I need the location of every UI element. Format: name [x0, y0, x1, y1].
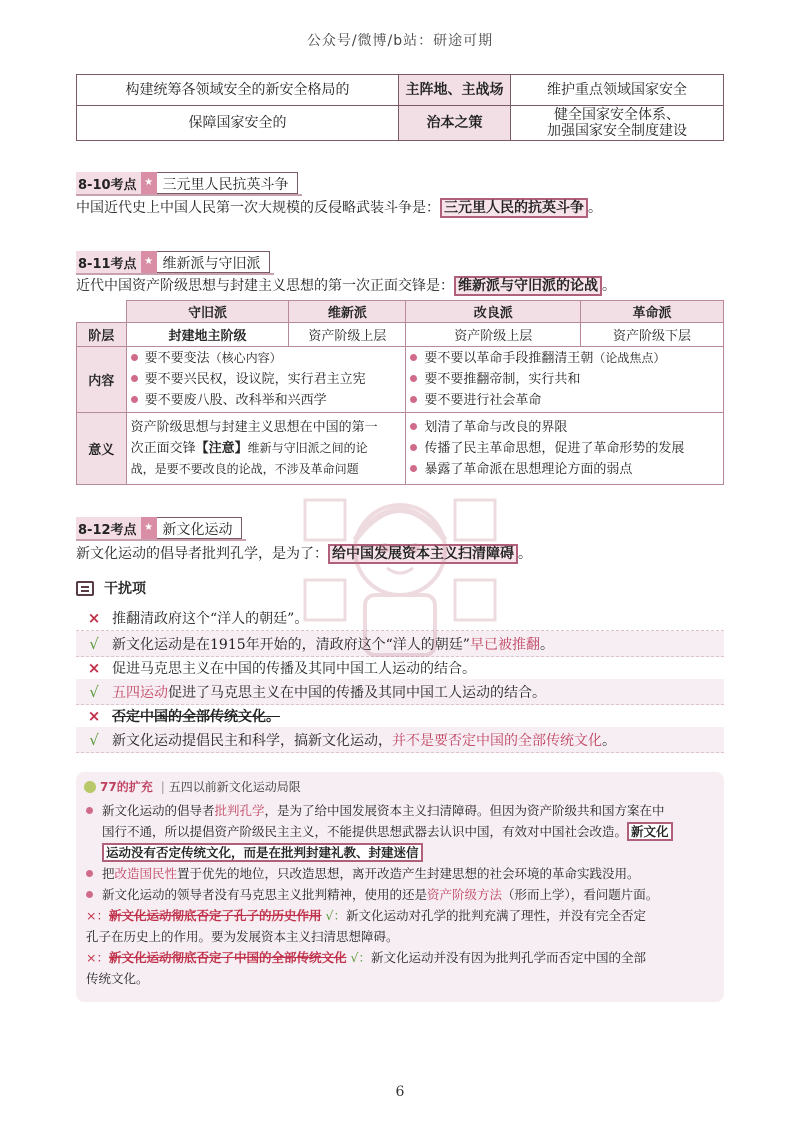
top-table [76, 74, 724, 141]
bullet-icon [410, 396, 417, 403]
wrong-mark-icon: ×： [86, 950, 109, 965]
row-text: 否定中国的全部传统文化。 [112, 708, 280, 725]
row-text: 推翻清政府这个“洋人的朝廷”。 [112, 610, 309, 627]
bullet-icon [86, 891, 93, 898]
wrong-mark-icon: × [87, 706, 101, 725]
column-header: 改良派 [406, 301, 581, 323]
list-item [131, 348, 402, 369]
table-cell: 主阵地、主战场 [399, 75, 511, 106]
table-cell [406, 347, 724, 413]
expansion-box [76, 772, 724, 1002]
list-item [410, 348, 719, 369]
table-cell [511, 106, 724, 141]
section-name: 维新派与守旧派 [157, 251, 270, 273]
list-item [410, 390, 719, 411]
row-text: 新文化运动提倡民主和科学，搞新文化运动， [112, 732, 392, 749]
table-cell: 资产阶级下层 [581, 323, 724, 347]
table-cell: 维护重点领域国家安全 [511, 75, 724, 106]
item-text: 要不要进行社会革命 [424, 393, 542, 408]
table-row [77, 413, 724, 485]
row-label: 内容 [77, 347, 127, 413]
cell-line: 资产阶级思想与封建主义思想在中国的第一 [130, 420, 378, 435]
item-note: （核心内容） [209, 351, 282, 365]
list-item [410, 438, 719, 459]
section-title-8-11 [76, 251, 270, 273]
row-text: 促进了马克思主义在中国的传播及其同中国工人运动的结合。 [168, 684, 546, 701]
row-text: 。 [539, 636, 554, 653]
cell-line: 加强国家安全制度建设 [547, 123, 687, 139]
para-text: 新文化运动的倡导者 [102, 803, 215, 818]
table-cell: 封建地主阶级 [126, 323, 289, 347]
fact-text: 。 [602, 278, 616, 294]
item-text: 要不要推翻帝制，实行共和 [424, 372, 581, 387]
column-header: 维新派 [289, 301, 406, 323]
expansion-paragraph [86, 905, 716, 947]
item-text: 暴露了革命派在思想理论方面的弱点 [424, 462, 633, 477]
comparison-table [76, 300, 724, 485]
list-item [410, 369, 719, 390]
wrong-mark-icon: × [87, 608, 101, 627]
table-row [77, 323, 724, 347]
list-item [410, 459, 719, 480]
para-text: 孔子在历史上的作用。要为发展资本主义扫清思想障碍。 [86, 929, 399, 944]
list-item [410, 417, 719, 438]
bullet-icon [410, 423, 417, 430]
row-text: 。 [602, 732, 616, 749]
fact-text: 近代中国资产阶级思想与封建主义思想的第一次正面交锋是： [76, 278, 454, 294]
bullet-icon [410, 375, 417, 382]
row-text: 新文化运动是在1915年开始的，清政府这个“洋人的朝廷” [112, 636, 470, 653]
table-header-row [77, 301, 724, 323]
expansion-paragraph [86, 884, 716, 905]
item-text: 要不要变法 [144, 351, 210, 366]
table-cell [126, 347, 406, 413]
bullet-icon [86, 870, 93, 877]
para-text: 传统文化。 [86, 971, 149, 986]
fact-line-8-12 [76, 544, 532, 564]
distractor-row [76, 655, 724, 681]
para-text: 新文化运动并没有因为批判孔学而否定中国的全部 [370, 950, 646, 965]
para-text: ，是为了给中国发展资本主义扫清障碍。但因为资产阶级共和国方案在中 [264, 803, 665, 818]
check-mark-icon: √ [89, 682, 99, 701]
para-emphasis: 批判孔学 [214, 803, 265, 818]
section-title-8-12 [76, 517, 242, 539]
section-number: 8-10考点 [76, 172, 141, 194]
separator: | [160, 779, 165, 794]
notebook-icon [76, 581, 94, 596]
section-name: 三元里人民抗英斗争 [157, 172, 298, 194]
wrong-statement: 新文化运动彻底否定了孔子的历史作用 [108, 908, 322, 923]
para-text: 置于优先的地位，只改造思想，离开改造产生封建思想的社会环境的革命实践没用。 [177, 866, 640, 881]
check-mark-icon: √： [350, 950, 371, 965]
para-text: 新文化运动对孔学的批判充满了理性，并没有完全否定 [345, 908, 646, 923]
answer-highlight: 维新派与守旧派的论战 [454, 276, 602, 296]
bullet-icon [410, 354, 417, 361]
expansion-paragraph [86, 947, 716, 989]
table-cell: 治本之策 [399, 106, 511, 141]
check-mark-icon: √ [89, 730, 99, 749]
table-cell: 资产阶级上层 [406, 323, 581, 347]
check-mark-icon: √： [325, 908, 346, 923]
fact-text: 中国近代史上中国人民第一次大规模的反侵略武装斗争是： [76, 200, 440, 216]
fact-text: 新文化运动的倡导者批判孔学，是为了： [76, 546, 328, 562]
cell-text: 次正面交锋 [130, 441, 196, 456]
item-text: 传播了民主革命思想，促进了革命形势的发展 [424, 441, 685, 456]
item-text: 划清了革命与改良的界限 [424, 420, 568, 435]
row-emphasis: 早已被推翻 [469, 636, 540, 653]
wrong-mark-icon: ×： [86, 908, 109, 923]
section-number: 8-11考点 [76, 251, 141, 273]
expansion-title: 五四以前新文化运动局限 [168, 780, 301, 794]
star-icon: ★ [141, 517, 157, 539]
distractor-row [76, 631, 724, 657]
row-label: 意义 [77, 413, 127, 485]
wrong-statement: 新文化运动彻底否定了中国的全部传统文化 [108, 950, 347, 965]
para-text: 把 [102, 866, 115, 881]
table-row [77, 106, 724, 141]
column-header: 守旧派 [126, 301, 289, 323]
distractor-title [76, 578, 146, 598]
cell-line [131, 438, 402, 459]
bullet-icon [131, 375, 138, 382]
star-icon: ★ [141, 172, 157, 194]
answer-highlight: 给中国发展资本主义扫清障碍 [328, 544, 518, 564]
section-title-8-10 [76, 172, 298, 194]
distractor-row [76, 727, 724, 753]
para-text: 国行不通，所以提倡资产阶级民主主义，不能提供思想武器去认识中国，有效对中国社会改造。 [102, 824, 628, 839]
table-row [77, 75, 724, 106]
page-header: 公众号/微博/b站：研途可期 [306, 33, 494, 49]
wrong-mark-icon: × [87, 658, 101, 677]
expansion-paragraph [86, 800, 716, 863]
cell-line: 健全国家安全体系、 [554, 107, 680, 123]
bullet-icon [131, 354, 138, 361]
star-icon: ★ [141, 251, 157, 273]
table-cell: 资产阶级上层 [289, 323, 406, 347]
note-tag: 【注意】 [195, 441, 248, 456]
para-text: 新文化运动的领导者没有马克思主义批判精神，使用的还是 [102, 887, 428, 902]
check-mark-icon: √ [89, 634, 99, 653]
bullet-icon [410, 444, 417, 451]
section-underline [76, 194, 302, 196]
bullet-icon [131, 396, 138, 403]
expansion-paragraph [86, 863, 716, 884]
list-item [131, 369, 402, 390]
corner-cell [77, 301, 127, 323]
fact-text: 。 [518, 546, 532, 562]
table-cell [126, 413, 406, 485]
note-text: 维新与守旧派之间的论 [247, 441, 368, 455]
fact-text: 。 [588, 200, 602, 216]
cell-line: 战，是要不要改良的论战，不涉及革命问题 [130, 462, 359, 476]
distractor-row [76, 703, 724, 729]
bullet-icon [410, 465, 417, 472]
item-text: 要不要兴民权，设议院，实行君主立宪 [144, 372, 366, 387]
section-underline [76, 539, 246, 541]
page-number: 6 [395, 1084, 405, 1100]
item-text: 要不要以革命手段推翻清王朝 [424, 351, 594, 366]
lightbulb-icon [84, 781, 96, 793]
para-highlight: 运动没有否定传统文化，而是在批判封建礼教、封建迷信 [102, 843, 423, 862]
row-text: 促进马克思主义在中国的传播及其同中国工人运动的结合。 [112, 660, 476, 677]
para-highlight: 新文化 [627, 822, 673, 841]
table-cell [406, 413, 724, 485]
column-header: 革命派 [581, 301, 724, 323]
distractor-title-text: 干扰项 [104, 581, 146, 597]
section-name: 新文化运动 [157, 517, 242, 539]
section-number: 8-12考点 [76, 517, 141, 539]
item-note: （论战焦点） [593, 351, 666, 365]
expansion-header [84, 778, 301, 795]
para-emphasis: 改造国民性 [114, 866, 178, 881]
expansion-tag: 77的扩充 [100, 780, 153, 794]
table-cell: 保障国家安全的 [77, 106, 399, 141]
row-emphasis: 五四运动 [112, 684, 168, 701]
section-underline [76, 273, 274, 275]
expansion-body [86, 800, 716, 989]
fact-line-8-11 [76, 276, 616, 296]
bullet-icon [86, 807, 93, 814]
para-text: （形而上学），看问题片面。 [502, 887, 659, 902]
para-emphasis: 资产阶级方法 [427, 887, 503, 902]
item-text: 要不要废八股、改科举和兴西学 [144, 393, 327, 408]
distractor-row [76, 605, 724, 631]
fact-line-8-10 [76, 198, 602, 218]
list-item [131, 390, 402, 411]
row-emphasis: 并不是要否定中国的全部传统文化 [392, 732, 602, 749]
row-label: 阶层 [77, 323, 127, 347]
table-row [77, 347, 724, 413]
answer-highlight: 三元里人民的抗英斗争 [440, 198, 588, 218]
table-cell: 构建统筹各领域安全的新安全格局的 [77, 75, 399, 106]
distractor-row [76, 679, 724, 705]
